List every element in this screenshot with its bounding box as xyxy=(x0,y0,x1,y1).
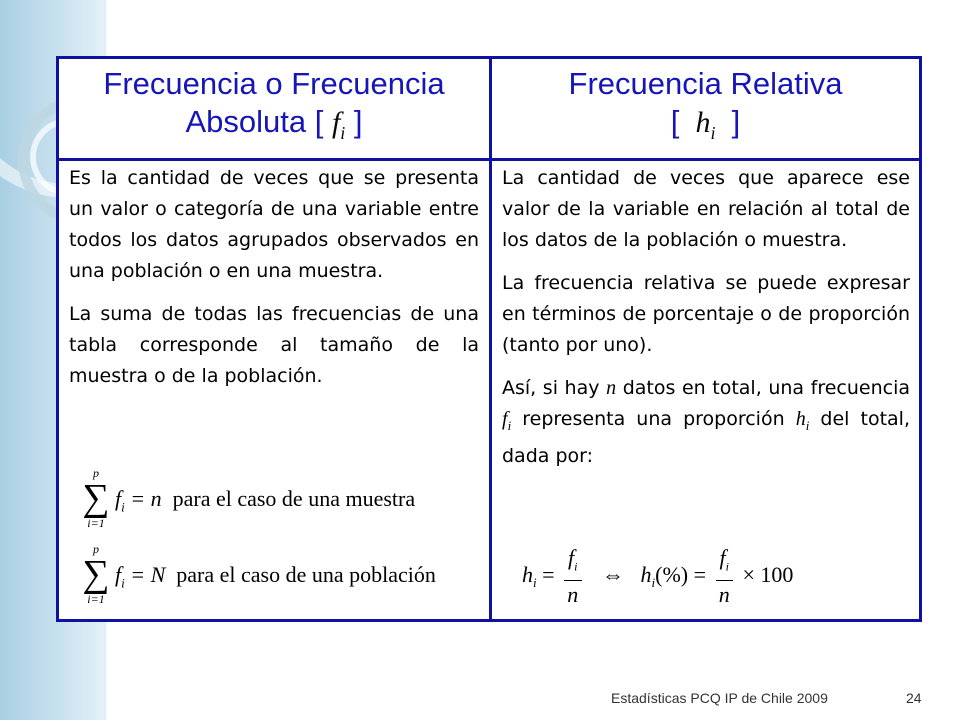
comparison-table xyxy=(56,56,922,622)
header-right-line2: [ $h_i$ ] xyxy=(670,104,741,143)
formula-population-sum: p ∑ i=1 $f_i = N$ para el caso de una población xyxy=(82,542,436,606)
left-paragraph-definition: Es la cantidad de veces que se presenta un valor o categoría de una variable entre todos los datos agrupados observados en una población o en una muestra. xyxy=(69,167,479,282)
header-relative-frequency xyxy=(492,59,919,158)
left-cell-text xyxy=(69,163,479,404)
header-right-line1: Frecuencia Relativa xyxy=(568,66,843,101)
right-paragraph-definition: La cantidad de veces que aparece ese valor de la variable en relación al total de los datos de la población o muestra. xyxy=(502,167,910,251)
header-absolute-frequency xyxy=(59,59,489,158)
symbol-fi: $f_i$ xyxy=(331,106,346,143)
header-left-line2: Absoluta [ $f_i$ ] xyxy=(185,104,363,143)
formula-sample-sum: p ∑ i=1 $f_i = n$ para el caso de una muestra xyxy=(82,466,416,530)
symbol-hi: $h_i$ xyxy=(695,106,716,143)
table-header-divider xyxy=(59,158,919,161)
right-paragraph-expression: La frecuencia relativa se puede expresar en términos de porcentaje o de proporción (tanto por uno). xyxy=(502,272,910,356)
page-number: 24 xyxy=(906,690,922,706)
formula-relative-frequency: $h_i$ = $\frac{f_i}{n}$ ⇔ $h_i(\%)$ = $\frac{f_i}{n}$ × 100 xyxy=(522,545,794,608)
right-paragraph-proportion: Así, si hay n datos en total, una frecuencia $f_i$ representa una proporción $h_i$ del total, dada por: xyxy=(502,377,911,467)
left-paragraph-sum: La suma de todas las frecuencias de una tabla corresponde al tamaño de la muestra o de la población. xyxy=(69,303,479,387)
footer-source: Estadísticas PCQ IP de Chile 2009 xyxy=(611,690,828,706)
header-left-line1: Frecuencia o Frecuencia xyxy=(103,66,445,101)
right-cell-text xyxy=(502,163,910,484)
